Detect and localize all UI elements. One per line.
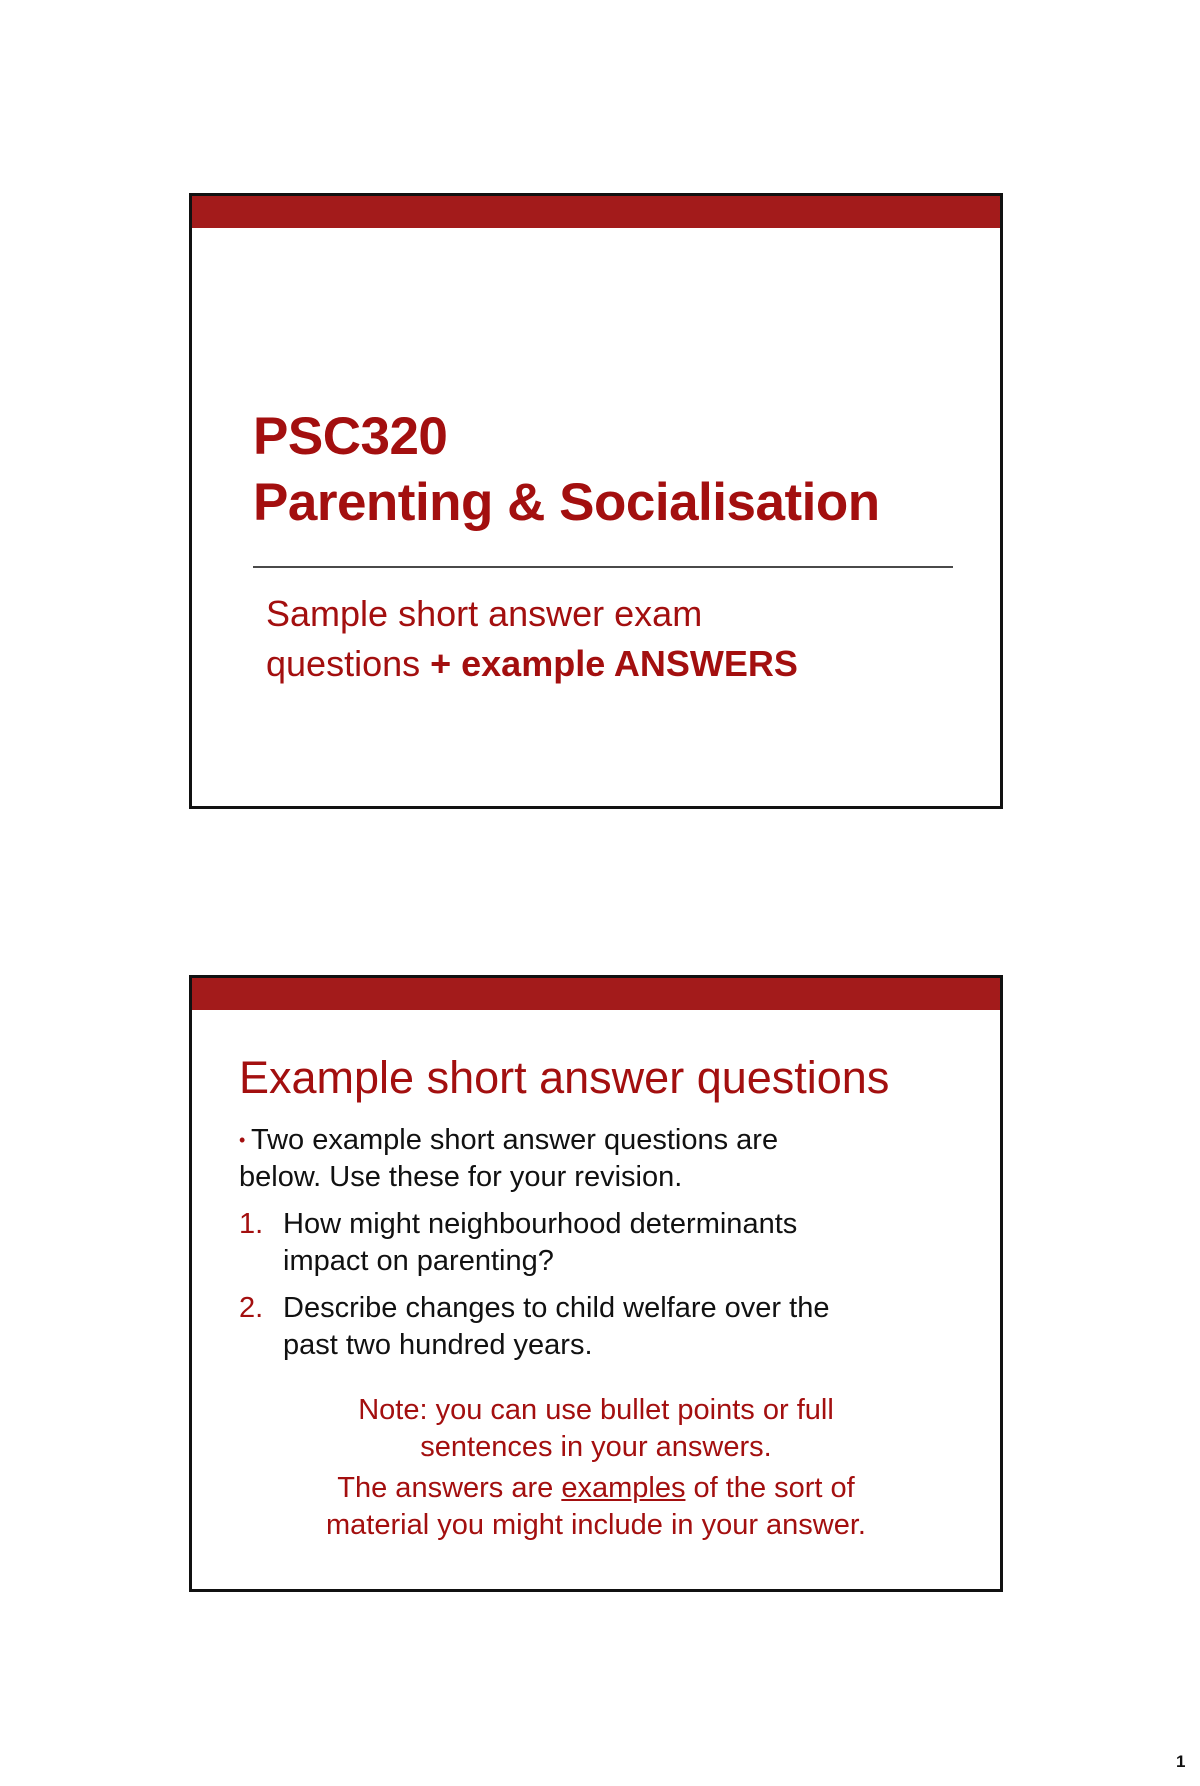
note-format-line-1: Note: you can use bullet points or full [358,1394,834,1426]
course-name: Parenting & Socialisation [253,473,880,532]
note-examples-line-2: material you might include in your answer. [326,1509,866,1541]
slide-header-bar [192,196,1000,228]
item-line-1: How might neighbourhood determinants [283,1208,798,1240]
note-examples-underlined: examples [561,1472,686,1504]
item-number: 1. [239,1208,264,1240]
subtitle-line-2-plain: questions [266,643,431,684]
note-format [192,1392,1000,1466]
slide-title [189,193,1003,809]
numbered-item-1 [239,1206,959,1280]
note-examples [192,1470,1000,1544]
slide-title-text [253,404,880,536]
slide-body [239,1122,959,1364]
bullet-line-2: below. Use these for your revision. [239,1161,683,1193]
note-format-line-2: sentences in your answers. [420,1431,772,1463]
subtitle-line-1: Sample short answer exam [266,593,703,634]
note-examples-after: of the sort of [685,1472,855,1504]
note-examples-line-1 [192,1470,1000,1507]
bullet-icon: • [239,1130,246,1150]
numbered-item-2 [239,1290,959,1364]
slide-heading: Example short answer questions [239,1052,890,1103]
slide-example-questions [189,975,1003,1592]
item-number: 2. [239,1292,264,1324]
slide-subtitle [266,589,798,689]
page-number: 1 [1176,1752,1186,1771]
course-code: PSC320 [253,407,448,466]
item-line-2: impact on parenting? [283,1245,554,1277]
subtitle-line-2-bold: + example ANSWERS [430,643,798,684]
item-line-1: Describe changes to child welfare over the [283,1292,830,1324]
slide-header-bar [192,978,1000,1010]
note-examples-before: The answers are [337,1472,562,1504]
subtitle-line-2 [266,639,798,689]
bullet-item [239,1122,959,1159]
title-divider [253,566,953,568]
item-line-2: past two hundred years. [283,1329,593,1361]
bullet-line-1: Two example short answer questions are [251,1124,779,1156]
